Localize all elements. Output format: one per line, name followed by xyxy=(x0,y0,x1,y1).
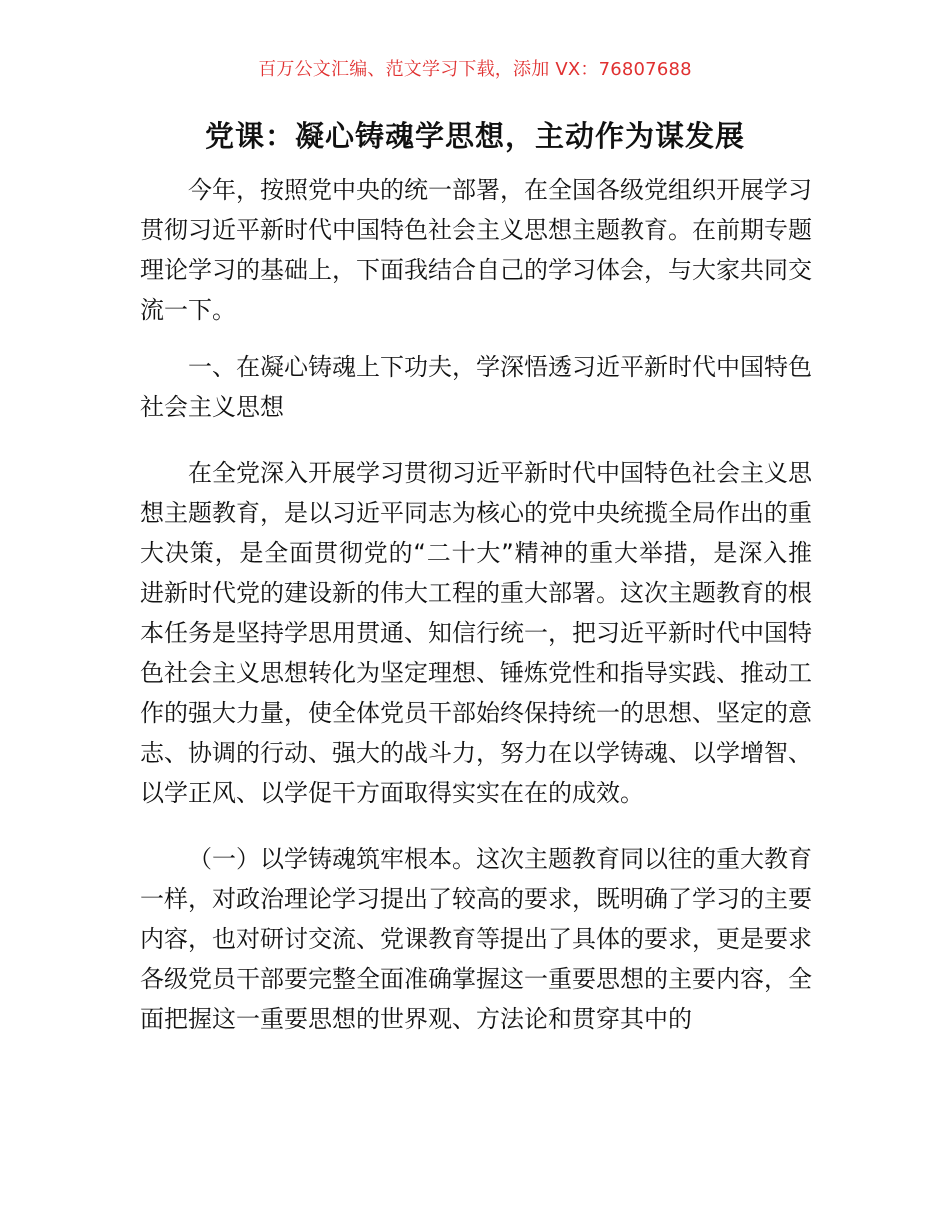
section-heading-1: 一、在凝心铸魂上下功夫，学深悟透习近平新时代中国特色社会主义思想 xyxy=(140,353,812,421)
paragraph-intro: 今年，按照党中央的统一部署，在全国各级党组织开展学习贯彻习近平新时代中国特色社会主义思想主题教育。在前期专题理论学习的基础上，下面我结合自己的学习体会，与大家共同交流一下。 xyxy=(140,176,812,324)
header-banner: 百万公文汇编、范文学习下载，添加 VX：76807688 xyxy=(258,59,692,80)
document-body xyxy=(140,170,812,1039)
paragraph-subsection-1: （一）以学铸魂筑牢根本。这次主题教育同以往的重大教育一样，对政治理论学习提出了较高的要求，既明确了学习的主要内容，也对研讨交流、党课教育等提出了具体的要求，更是要求各级党员干部要完整全面准确掌握这一重要思想的主要内容，全面把握这一重要思想的世界观、方法论和贯穿其中的 xyxy=(140,845,812,1033)
document-title: 党课：凝心铸魂学思想，主动作为谋发展 xyxy=(204,119,745,153)
paragraph-section-1-body: 在全党深入开展学习贯彻习近平新时代中国特色社会主义思想主题教育，是以习近平同志为核心的党中央统揽全局作出的重大决策，是全面贯彻党的“二十大”精神的重大举措，是深入推进新时代党的建设新的伟大工程的重大部署。这次主题教育的根本任务是坚持学思用贯通、知信行统一，把习近平新时代中国特色社会主义思想转化为坚定理想、锤炼党性和指导实践、推动工作的强大力量，使全体党员干部始终保持统一的思想、坚定的意志、协调的行动、强大的战斗力，努力在以学铸魂、以学增智、以学正风、以学促干方面取得实实在在的成效。 xyxy=(140,459,812,807)
